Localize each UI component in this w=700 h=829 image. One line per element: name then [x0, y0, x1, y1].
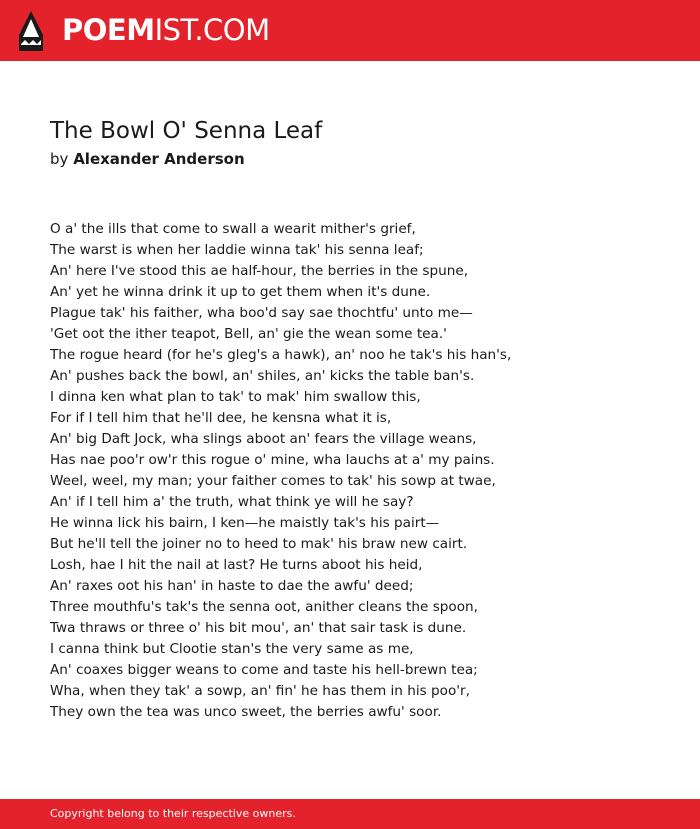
poem-line: I dinna ken what plan to tak' to mak' him swallow this,: [50, 389, 421, 405]
poem-line: Plague tak' his faither, wha boo'd say sae thochtfu' unto me—: [50, 305, 473, 321]
poem-line: For if I tell him that he'll dee, he kensna what it is,: [50, 410, 392, 426]
poem-line: An' if I tell him a' the truth, what think ye will he say?: [50, 494, 414, 510]
pencil-tip-icon[interactable]: [18, 11, 44, 51]
site-header: [0, 0, 700, 61]
poem-line: An' big Daft Jock, wha slings aboot an' fears the village weans,: [50, 431, 477, 447]
poem-line: An' here I've stood this ae half-hour, the berries in the spune,: [50, 263, 469, 279]
poem-line: They own the tea was unco sweet, the berries awfu' soor.: [50, 704, 442, 720]
poem-line: An' raxes oot his han' in haste to dae the awfu' deed;: [50, 578, 414, 594]
poem-line: Wha, when they tak' a sowp, an' fin' he has them in his poo'r,: [50, 683, 470, 699]
poem-line: 'Get oot the ither teapot, Bell, an' gie the wean some tea.': [50, 326, 447, 342]
poem-line: Has nae poo'r ow'r this rogue o' mine, wha lauchs at a' my pains.: [50, 452, 495, 468]
copyright-notice: Copyright belong to their respective owners.: [50, 807, 296, 820]
by-label: by: [50, 150, 69, 168]
logo-bold-text: POEM: [62, 13, 155, 47]
poem-line: Losh, hae I hit the nail at last? He turns aboot his heid,: [50, 557, 423, 573]
author-link[interactable]: Alexander Anderson: [73, 150, 245, 168]
poem-line: The warst is when her laddie winna tak' his senna leaf;: [50, 242, 424, 258]
poem-line: O a' the ills that come to swall a wearit mither's grief,: [50, 221, 416, 237]
poem-line: But he'll tell the joiner no to heed to mak' his braw new cairt.: [50, 536, 468, 552]
poem-byline: [50, 149, 245, 169]
poem-title: The Bowl O' Senna Leaf: [50, 118, 323, 144]
poem-line: Three mouthfu's tak's the senna oot, anither cleans the spoon,: [50, 599, 478, 615]
poem-line: An' yet he winna drink it up to get them when it's dune.: [50, 284, 431, 300]
poem-body: [50, 219, 511, 723]
poem-line: I canna think but Clootie stan's the very same as me,: [50, 641, 414, 657]
poem-line: An' coaxes bigger weans to come and taste his hell-brewn tea;: [50, 662, 478, 678]
logo-light-text: IST.COM: [154, 13, 270, 47]
site-footer: [0, 799, 700, 829]
poem-line: Twa thraws or three o' his bit mou', an' that sair task is dune.: [50, 620, 467, 636]
poem-line: He winna lick his bairn, I ken—he maistly tak's his pairt—: [50, 515, 440, 531]
poem-line: Weel, weel, my man; your faither comes to tak' his sowp at twae,: [50, 473, 496, 489]
poem-line: The rogue heard (for he's gleg's a hawk), an' noo he tak's his han's,: [50, 347, 512, 363]
site-logo-link[interactable]: [62, 13, 270, 47]
poem-line: An' pushes back the bowl, an' shiles, an' kicks the table ban's.: [50, 368, 475, 384]
